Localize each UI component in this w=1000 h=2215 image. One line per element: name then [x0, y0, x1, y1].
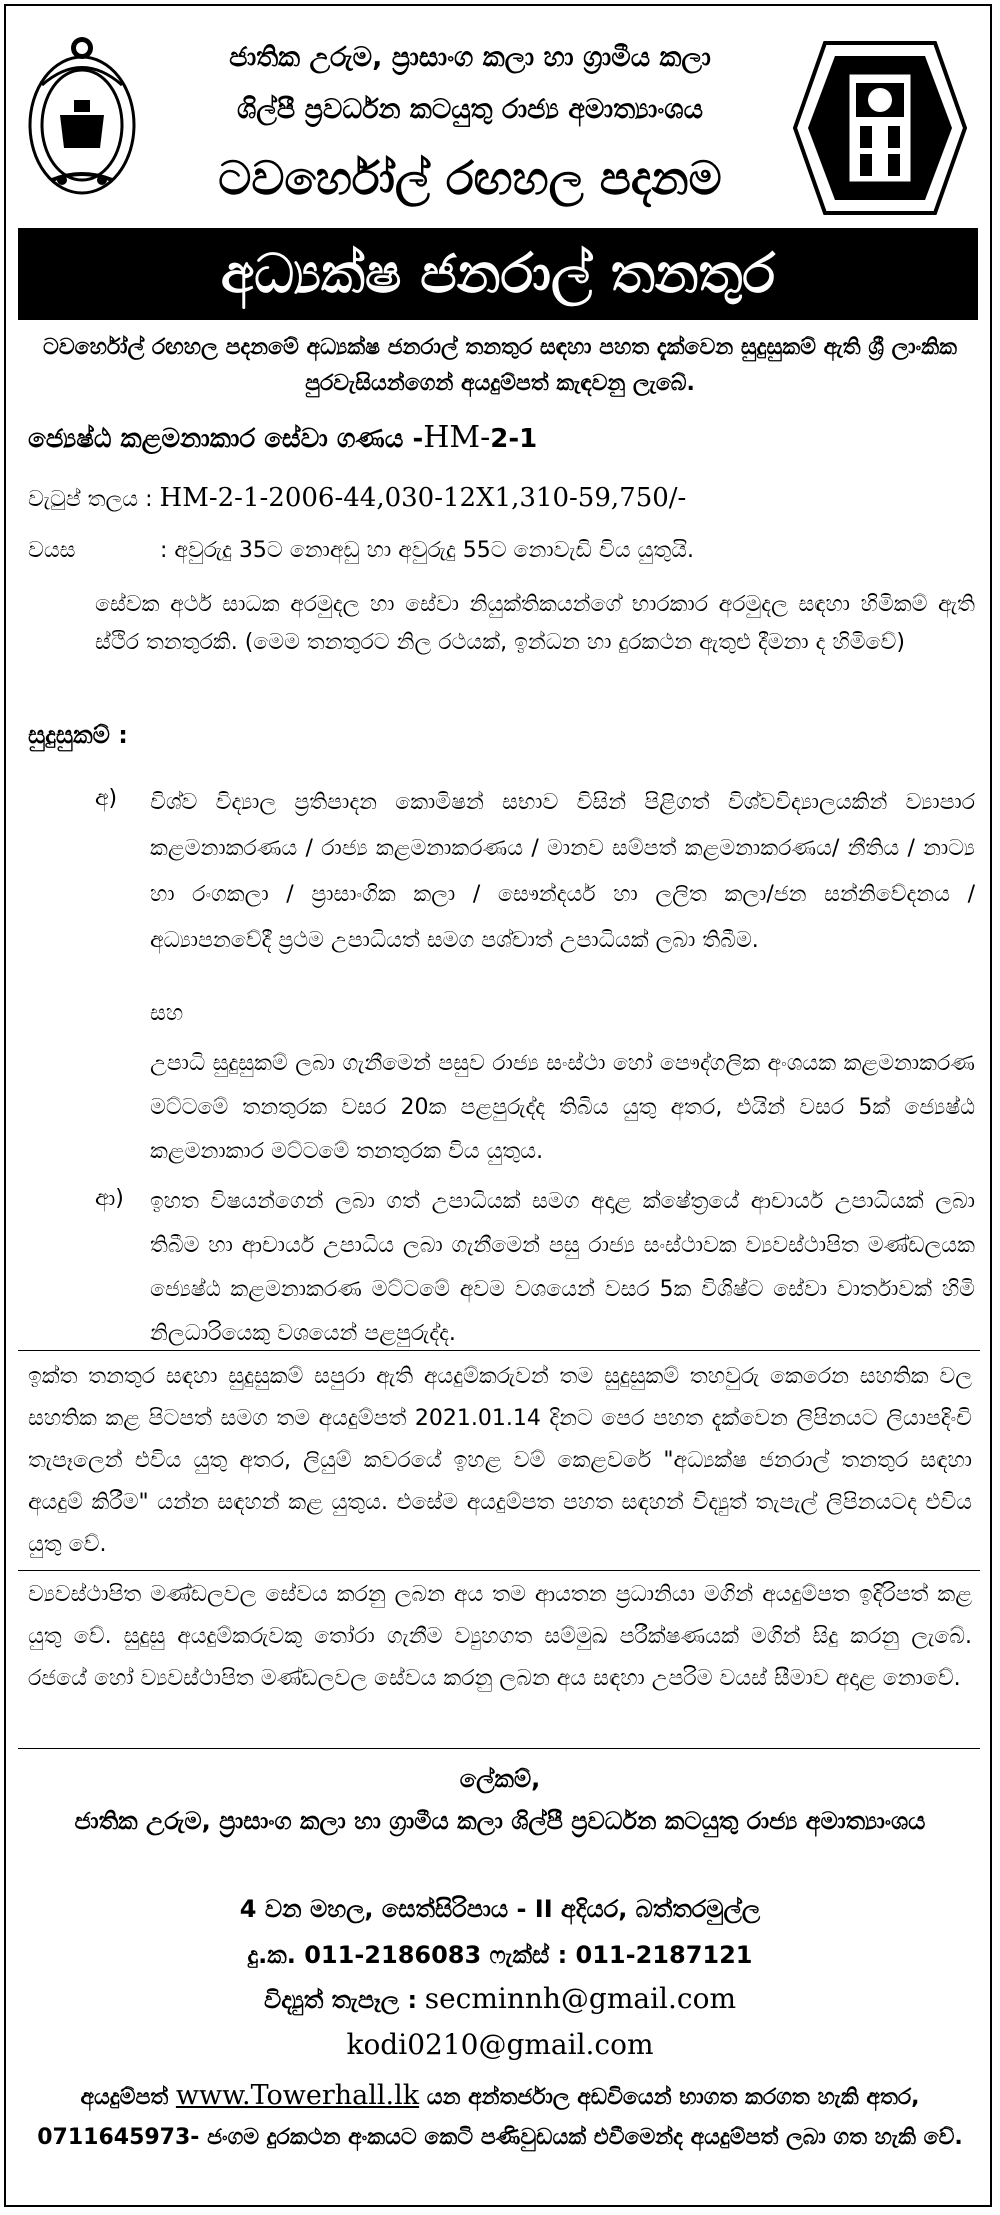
service-grade [28, 414, 537, 463]
salary-row [28, 478, 686, 520]
secretary-label: ලේකම්, [459, 1765, 541, 1793]
salary-value: HM-2-1-2006-44,030-12X1,310-59,750/- [159, 483, 687, 513]
statutory-board-note: ව්‍යවස්ථාපිත මණ්ඩලවල සේවය කරනු ලබන අය තම ආයතන ප්‍රධානියා මගින් අයදුම්පත ඉදිරිපත් කළ යුතු වේ. සුදුසු අයදුම්කරුවකු තෝරා ගැනීම ව්‍යුහගත සම්මුඛ පරීක්ෂණයක් මගින් සිදු කරනු ලැබේ. රජයේ හෝ ව්‍යවස්ථාපිත මණ්ඩලවල සේවය කරනු ලබන අය සඳහා උපරිම වයස් සීමාව අදාළ නොවේ. [28, 1582, 972, 1691]
pension-note: සේවක අර්ථ සාධක අරමුදල හා සේවා නියුක්තිකයන්ගේ භාරකාර අරමුදල සඳහා හිමිකම් ඇති ස්ථිර තනතුරකි. (මෙම තනතුරට නිල රථයක්, ඉන්ධන හා දුරකථන ඇතුළු දීමනා ද හිමිවේ) [95, 592, 975, 655]
section-divider [18, 1350, 980, 1351]
qualification-a-text: විශ්ව විද්‍යාල ප්‍රතිපාදන කොමිෂන් සභාව විසින් පිළිගත් විශ්වවිද්‍යාලයකින් ව්‍යාපාර කළමනාකරණය / රාජ්‍ය කළමනාකරණය / මානව සම්පත් කළමනාකරණය/ නීතිය / නාට්‍ය හා රංගකලා / ප්‍රාසාංගික කලා / සෞන්දර්ය හා ලලිත කලා/ජන සන්නිවේදනය / අධ්‍යාපනවේදී ප්‍රථම උපාධියත් සමග පශ්චාත් උපාධියක් ලබා තිබීම. [150, 790, 975, 953]
section-divider [18, 1748, 980, 1749]
salary-label: වැටුප් තලය : [28, 487, 153, 512]
email-1[interactable]: secminnh@gmail.com [424, 1982, 736, 2015]
qualification-b-marker: ආ) [95, 1186, 124, 1211]
qualifications-heading: සුදුසුකම් : [28, 721, 128, 749]
ministry-line-2: ශිල්පී ප්‍රවර්ධන කටයුතු රාජ්‍ය අමාත්‍යාංශය [236, 94, 703, 125]
age-value: : අවුරුදු 35ට නොඅඩු හා අවුරුදු 55ට නොවැඩි විය යුතුයි. [160, 538, 694, 563]
service-grade-label: ජ්‍යෙෂ්ඨ කළමනාකාර සේවා ගණය - [28, 424, 424, 454]
application-instructions: ඉක්ත තනතුර සඳහා සුදුසුකම් සපුරා ඇති අයදුම්කරුවන් තම සුදුසුකම් තහවුරු කෙරෙන සහතික වල සහතික කළ පිටපත් සමග තම අයදුම්පත් 2021.01.14 දිනට පෙර පහත දැක්වෙන ලිපිනයට ලියාපදිංචි තැපෑලෙන් එවිය යුතු අතර, ලියුම් කවරයේ ඉහළ වම් කෙළවරේ "අධ්‍යක්ෂ ජනරාල් තනතුර සඳහා අයදුම් කිරීම" යන්න සඳහන් කළ යුතුය. එසේම අයදුම්පත පහත සඳහන් විද්‍යුත් තැපැල් ලිපිනයටද එවිය යුතු වේ. [28, 1364, 972, 1557]
organization-title: ටවර්හෝල් රඟහල පදනම [218, 151, 722, 205]
intro-text: ටවර්හෝල් රඟහල පදනමේ අධ්‍යක්ෂ ජනරාල් තනතුර සඳහා පහත දැක්වෙන සුදුසුකම් ඇති ශ්‍රී ලාංකික පුරවැසියන්ගෙන් අයදුම්පත් කැඳවනු ලැබේ. [43, 335, 957, 396]
download-suffix: යන අන්තර්ජාල අඩවියෙන් භාගත කරගත හැකි අතර, 0711645973- ජංගම දුරකථන අංකයට කෙටි පණිවුඩයක් එවීමෙන්ද අයදුම්පත් ලබා ගත හැකි වේ. [37, 2085, 963, 2150]
download-note [28, 2076, 972, 2158]
email-row [28, 1980, 972, 2019]
download-prefix: අයදුම්පත් [80, 2085, 169, 2110]
ministry-address: 4 වන මහල, සෙත්සිරිපාය - II අදියර, බත්තරමුල්ල [239, 1895, 761, 1923]
ministry-line-1: ජාතික උරුම, ප්‍රාසාංග කලා හා ග්‍රාමීය කලා [229, 42, 711, 73]
email-label: විද්‍යුත් තැපෑල : [263, 1986, 418, 2014]
section-divider [18, 1570, 980, 1571]
age-label: වයස [28, 538, 76, 563]
website-link[interactable]: www.Towerhall.lk [175, 2080, 420, 2111]
position-title-banner: අධ්‍යක්ෂ ජනරාල් තනතුර [18, 228, 978, 320]
header [0, 0, 1000, 250]
email-2[interactable]: kodi0210@gmail.com [346, 2028, 654, 2061]
ministry-full-name: ජාතික උරුම, ප්‍රාසාංග කලා හා ග්‍රාමීය කලා ශිල්පී ප්‍රවර්ධන කටයුතු රාජ්‍ය අමාත්‍යාංශය [74, 1807, 926, 1835]
qualification-and-word: සහ [150, 1001, 184, 1026]
service-grade-code-prefix: HM- [423, 420, 491, 455]
qualification-a-text-2: උපාධි සුදුසුකම් ලබා ගැනීමෙන් පසුව රාජ්‍ය සංස්ථා හෝ පෞද්ගලික අංශයක කළමනාකරණ මට්ටමේ තනතුරක වසර 20ක පළපුරුද්ද තිබිය යුතු අතර, එයින් වසර 5ක් ජ්‍යෙෂ්ඨ කළමනාකාර මට්ටමේ තනතුරක විය යුතුය. [150, 1051, 975, 1164]
qualification-a-marker: අ) [95, 786, 118, 811]
national-emblem-icon [22, 30, 142, 200]
phone-fax: දු.ක. 011-2186083 ෆැක්ස් : 011-2187121 [247, 1941, 753, 1969]
qualification-b-text: ඉහත විෂයන්ගෙන් ලබා ගත් උපාධියක් සමග අදාළ ක්ෂේත්‍රයේ ආචාර්ය උපාධියක් ලබා තිබීම හා ආචාර්ය උපාධිය ලබා ගැනීමෙන් පසු රාජ්‍ය සංස්ථාවක ව්‍යවස්ථාපිත මණ්ඩලයක ජ්‍යෙෂ්ඨ කළමනාකරණ මට්ටමේ අවම වශයෙන් වසර 5ක විශිෂ්ට සේවා වාර්තාවක් හිමි නිලධාරියෙකු වශයෙන් පළපුරුද්ද. [150, 1189, 975, 1346]
service-grade-code-suffix: 2-1 [490, 424, 538, 454]
tower-hall-logo-icon [790, 28, 970, 228]
